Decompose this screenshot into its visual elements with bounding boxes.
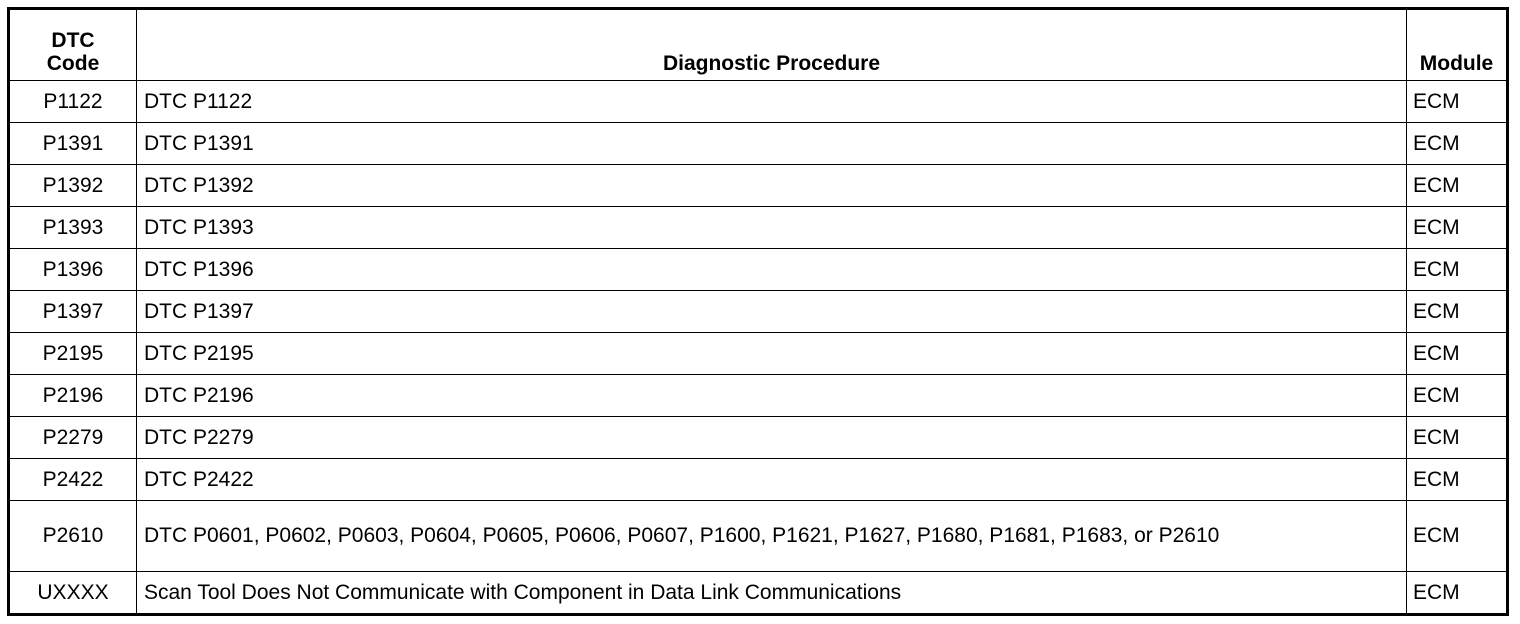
dtc-code-cell: P2196: [9, 375, 137, 417]
table-row: [9, 81, 1508, 123]
dtc-table: [7, 7, 1509, 616]
dtc-code-cell: P1396: [9, 249, 137, 291]
table-row: [9, 459, 1508, 501]
module-cell: ECM: [1407, 207, 1508, 249]
dtc-code-cell: P2422: [9, 459, 137, 501]
diagnostic-procedure-cell: DTC P1397: [137, 291, 1407, 333]
module-cell: ECM: [1407, 459, 1508, 501]
diagnostic-procedure-cell: DTC P1396: [137, 249, 1407, 291]
dtc-code-cell: P1393: [9, 207, 137, 249]
table-row: [9, 123, 1508, 165]
header-diagnostic-procedure: Diagnostic Procedure: [137, 9, 1407, 81]
diagnostic-procedure-cell: DTC P1391: [137, 123, 1407, 165]
diagnostic-procedure-cell: DTC P2422: [137, 459, 1407, 501]
dtc-code-cell: UXXXX: [9, 572, 137, 615]
table-row: [9, 417, 1508, 459]
dtc-code-cell: P2195: [9, 333, 137, 375]
module-cell: ECM: [1407, 501, 1508, 572]
table-row: [9, 501, 1508, 572]
header-dtc-code-line1: DTC: [51, 28, 95, 52]
header-module: Module: [1407, 9, 1508, 81]
table-row: [9, 165, 1508, 207]
module-cell: ECM: [1407, 375, 1508, 417]
dtc-code-cell: P1392: [9, 165, 137, 207]
dtc-code-cell: P1397: [9, 291, 137, 333]
header-dtc-code: [9, 9, 137, 81]
module-cell: ECM: [1407, 123, 1508, 165]
table-row: [9, 375, 1508, 417]
module-cell: ECM: [1407, 417, 1508, 459]
module-cell: ECM: [1407, 291, 1508, 333]
header-dtc-code-line2: Code: [46, 52, 100, 76]
diagnostic-procedure-cell: DTC P1392: [137, 165, 1407, 207]
module-cell: ECM: [1407, 572, 1508, 615]
table-row: [9, 572, 1508, 615]
dtc-code-cell: P2279: [9, 417, 137, 459]
diagnostic-procedure-cell: Scan Tool Does Not Communicate with Component in Data Link Communications: [137, 572, 1407, 615]
diagnostic-procedure-cell: DTC P1122: [137, 81, 1407, 123]
dtc-code-cell: P1122: [9, 81, 137, 123]
table-row: [9, 333, 1508, 375]
module-cell: ECM: [1407, 333, 1508, 375]
dtc-code-cell: P1391: [9, 123, 137, 165]
module-cell: ECM: [1407, 81, 1508, 123]
table-header-row: [9, 9, 1508, 81]
table-row: [9, 207, 1508, 249]
diagnostic-procedure-cell: DTC P2279: [137, 417, 1407, 459]
dtc-code-cell: P2610: [9, 501, 137, 572]
table-row: [9, 291, 1508, 333]
diagnostic-procedure-cell: DTC P2196: [137, 375, 1407, 417]
table-row: [9, 249, 1508, 291]
diagnostic-procedure-cell: DTC P0601, P0602, P0603, P0604, P0605, P0606, P0607, P1600, P1621, P1627, P1680, P1681, P1683, or P2610: [137, 501, 1407, 572]
diagnostic-procedure-cell: DTC P1393: [137, 207, 1407, 249]
module-cell: ECM: [1407, 249, 1508, 291]
diagnostic-procedure-cell: DTC P2195: [137, 333, 1407, 375]
module-cell: ECM: [1407, 165, 1508, 207]
